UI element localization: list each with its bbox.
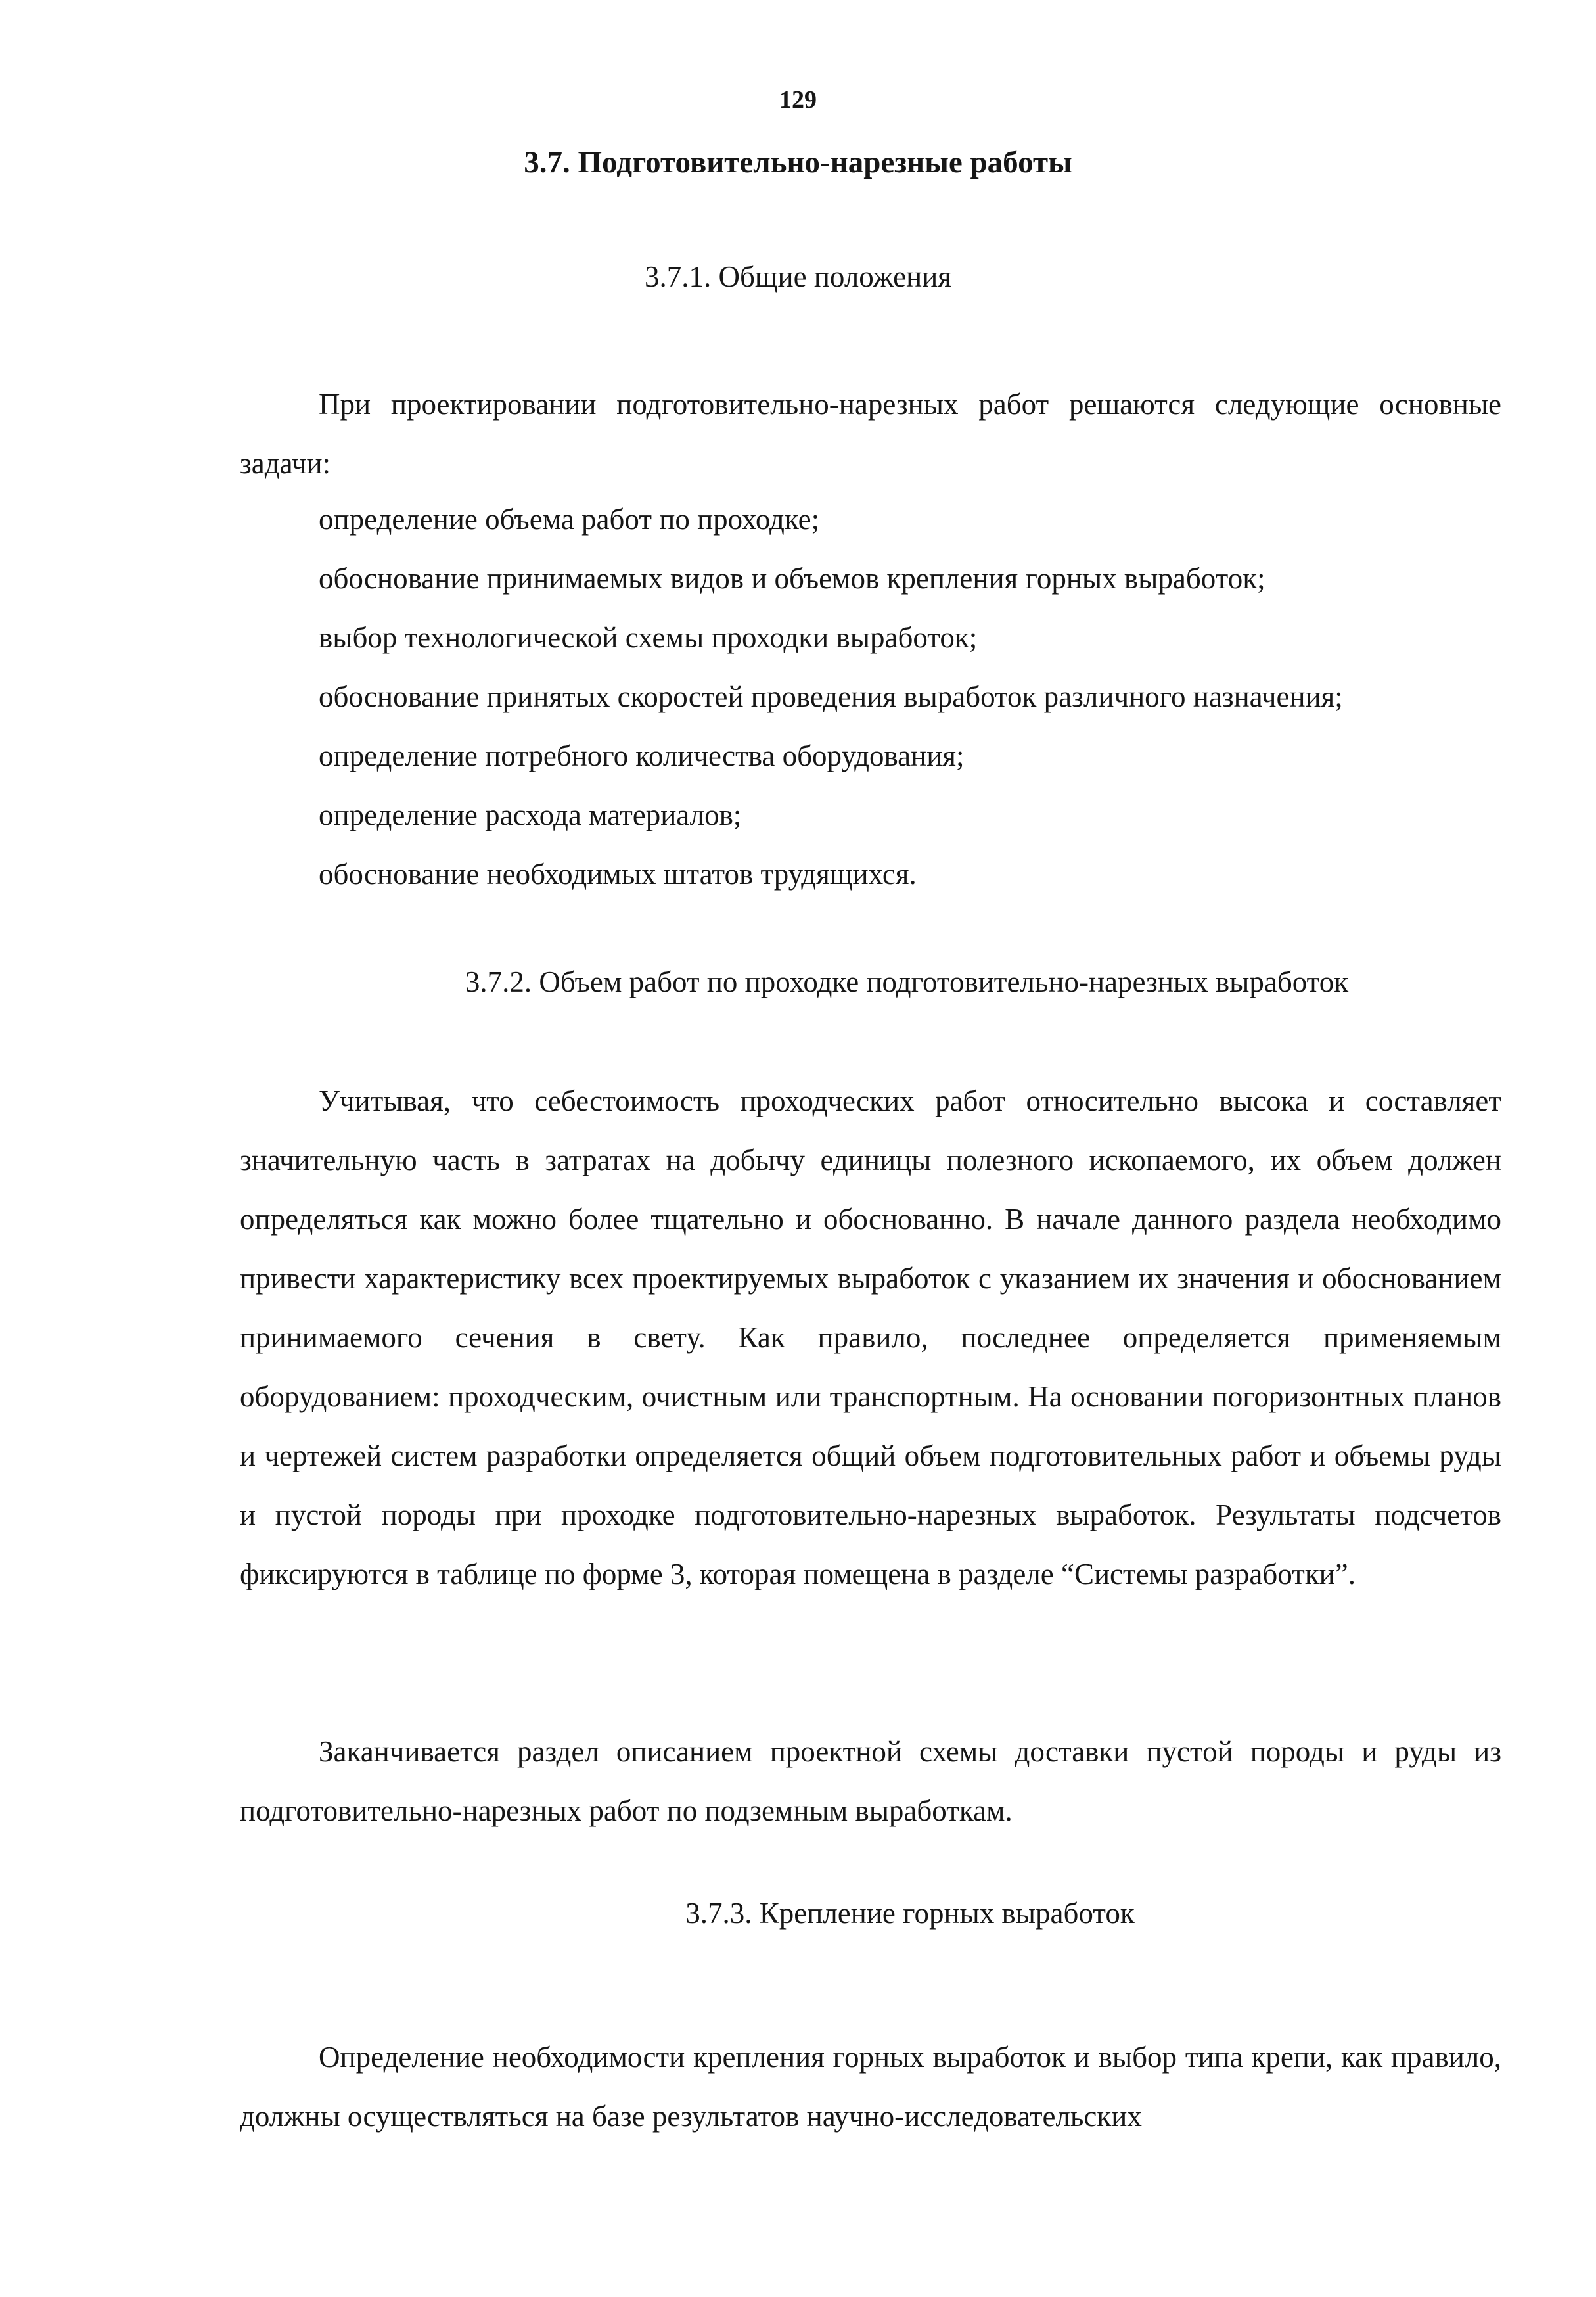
list-item: определение потребного количества оборудования;: [319, 739, 965, 772]
subsection-1-title: 3.7.1. Общие положения: [644, 260, 951, 293]
list-item: выбор технологической схемы проходки выработок;: [319, 621, 978, 654]
page-number: 129: [779, 86, 817, 114]
list-item: определение объема работ по проходке;: [319, 503, 820, 536]
list-item: обоснование принятых скоростей проведения выработок различного назначения;: [319, 680, 1343, 713]
list-item: обоснование принимаемых видов и объемов крепления горных выработок;: [319, 562, 1265, 595]
subsection-2-paragraph-1: Учитывая, что себестоимость проходческих работ относительно высока и составляет значительную часть в затратах на добычу единицы полезного ископаемого, их объем должен определяться как можно более тщательно и обоснованно. В начале данного раздела необходимо привести характеристику всех проектируемых выработок с указанием их значения и обоснованием принимаемого сечения в свету. Как правило, последнее определяется применяемым оборудованием: проходческим, очистным или транспортным. На основании погоризонтных планов и чертежей систем разработки определяется общий объем подготовительных работ и объемы руды и пустой породы при проходке подготовительно-нарезных выработок. Результаты подсчетов фиксируются в таблице по форме 3, которая помещена в разделе “Системы разработки”.: [240, 1084, 1501, 1590]
subsection-2-paragraph-2: Заканчивается раздел описанием проектной схемы доставки пустой породы и руды из подготовительно-нарезных работ по подземным выработкам.: [240, 1735, 1501, 1827]
subsection-3-title: 3.7.3. Крепление горных выработок: [685, 1897, 1135, 1930]
list-item: обоснование необходимых штатов трудящихся.: [319, 858, 917, 891]
task-list: [319, 490, 1343, 904]
subsection-3-paragraph-1: Определение необходимости крепления горных выработок и выбор типа крепи, как правило, должны осуществляться на базе результатов научно-исследовательских: [240, 2041, 1501, 2133]
section-title: 3.7. Подготовительно-нарезные работы: [524, 145, 1072, 179]
list-item: определение расхода материалов;: [319, 799, 742, 831]
subsection-2-title: 3.7.2. Объем работ по проходке подготовительно-нарезных выработок: [465, 965, 1349, 998]
subsection-1-intro: При проектировании подготовительно-нарезных работ решаются следующие основные задачи:: [240, 388, 1501, 480]
